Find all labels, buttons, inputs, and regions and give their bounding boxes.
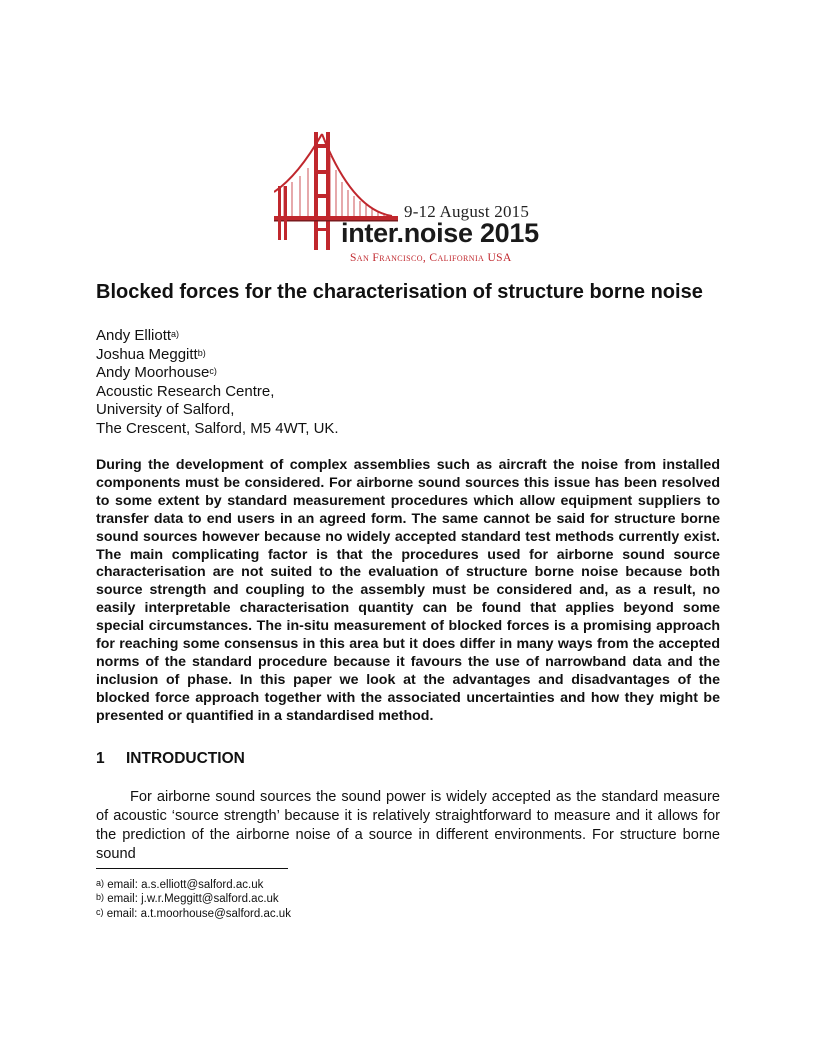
abstract: During the development of complex assemblies such as aircraft the noise from installed components must be considered. For airborne sound sources this issue has been resolved to some extent by standard measurement procedures which allow equipment suppliers to transfer data to end users in an agreed form. The same cannot be said for structure borne sound sources however because no widely accepted standard test methods currently exist. The main complicating factor is that the procedures used for airborne sound source characterisation are not suited to the evaluation of structure borne noise because both source strength and coupling to the assembly must be considered and, as a result, no easily interpretable characterisation quantity can be found that applies beyond some special circumstances. The in-situ measurement of blocked forces is a promising approach for reaching some consensus in this area but it does differ in many ways from the accepted norms of the standard procedure because it favours the use of narrowband data and the inclusion of phase. In this paper we look at the advantages and disadvantages of the blocked force approach together with the associated uncertainties and how they might be presented or quantified in a standardised method. <box>96 457 720 724</box>
affiliation-line: Acoustic Research Centre, <box>96 382 275 400</box>
footnote <box>96 907 291 921</box>
author-footnote-mark: c) <box>209 366 217 377</box>
section-heading <box>96 750 245 768</box>
author-name: Andy Moorhouse <box>96 364 210 382</box>
footnotes <box>96 878 291 921</box>
author-name: Joshua Meggitt <box>96 345 198 363</box>
golden-gate-bridge-icon <box>274 130 546 270</box>
author-footnote-mark: a) <box>171 329 180 339</box>
paper-title: Blocked forces for the characterisation of structure borne noise <box>96 281 703 303</box>
author-block <box>96 327 339 439</box>
footnote-text: email: j.w.r.Meggitt@salford.ac.uk <box>104 893 279 906</box>
footnote-mark: a) <box>96 878 105 888</box>
conference-name: inter.noise 2015 <box>341 218 539 248</box>
author-footnote-mark: b) <box>197 347 206 358</box>
author-name: Andy Elliott <box>96 327 172 344</box>
footnote-divider <box>96 868 288 869</box>
author-line <box>96 327 339 346</box>
footnote-text: email: a.t.moorhouse@salford.ac.uk <box>103 907 291 920</box>
affiliation-line: The Crescent, Salford, M5 4WT, UK. <box>96 419 339 437</box>
author-line <box>96 364 339 383</box>
footnote-text: email: a.s.elliott@salford.ac.uk <box>104 879 264 891</box>
section-number: 1 <box>96 750 105 767</box>
conference-date: 9-12 August 2015 <box>404 202 530 221</box>
section-title: INTRODUCTION <box>126 750 245 767</box>
footnote-mark: c) <box>96 906 104 917</box>
footnote <box>96 892 291 906</box>
conference-logo <box>274 130 546 270</box>
conference-location: San Francisco, California USA <box>350 252 512 264</box>
body-paragraph: For airborne sound sources the sound power is widely accepted as the standard measure of acoustic ‘source strength’ because it is relatively straightforward to measure and it allows for the prediction of the airborne noise of a source in different environments. For structure borne sound <box>96 789 720 862</box>
footnote <box>96 878 291 892</box>
author-line <box>96 346 339 365</box>
affiliation-line: University of Salford, <box>96 401 235 419</box>
footnote-mark: b) <box>96 892 105 903</box>
